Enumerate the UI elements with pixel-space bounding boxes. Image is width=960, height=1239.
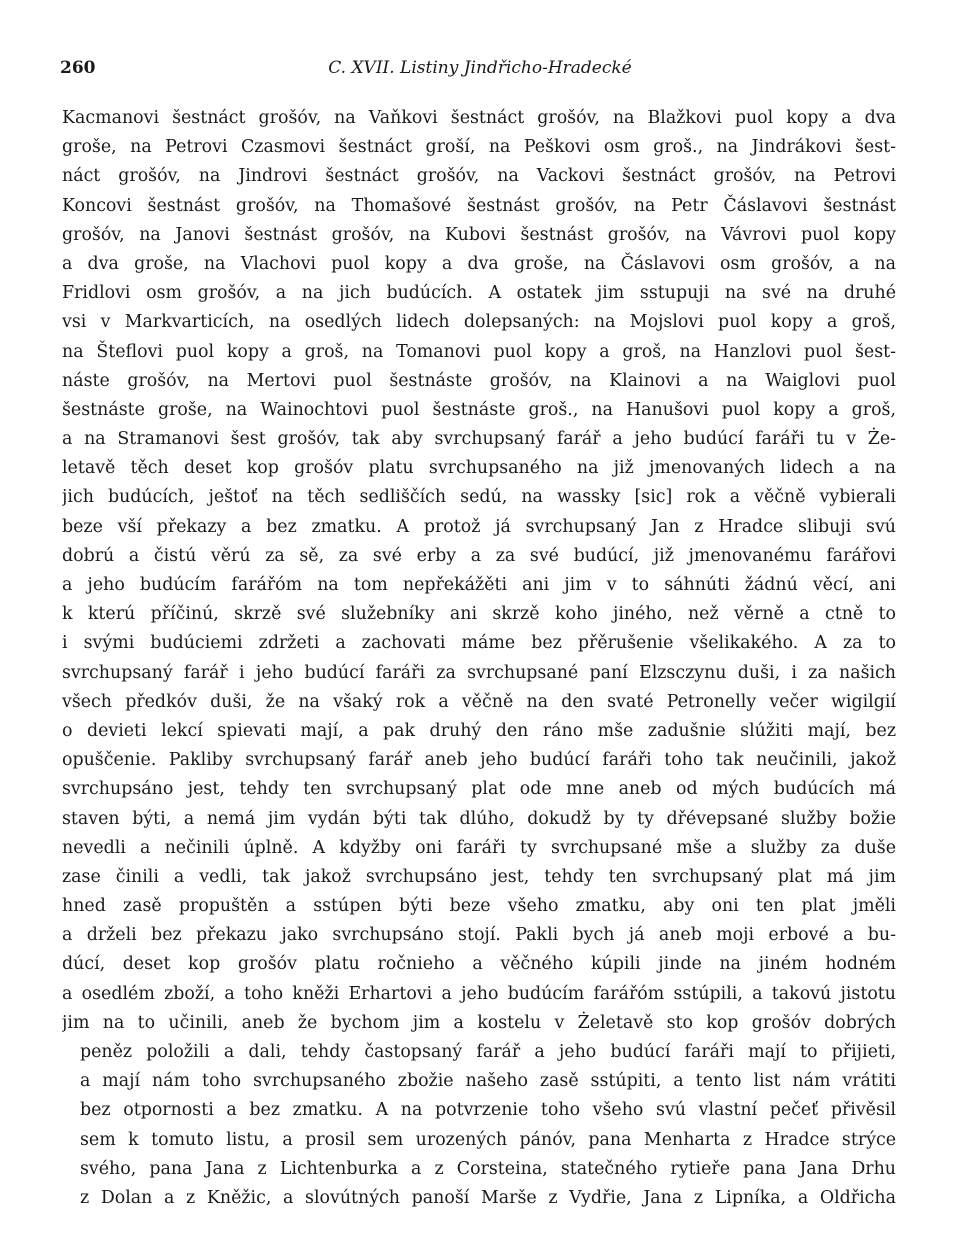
text-line: vsi v Markvarticích, na osedlých lidech dolepsaných: na Mojslovi puol kopy a groš, <box>62 312 896 333</box>
text-line: šestnáste groše, na Wainochtovi puol šestnáste groš., na Hanušovi puol kopy a groš, <box>62 399 896 420</box>
text-line: a osedlém zboží, a toho kněži Erhartovi a jeho budúcím farářóm sstúpili, a takovú jistotu <box>62 983 896 1004</box>
page-header <box>60 58 900 88</box>
body-text <box>62 104 896 1213</box>
text-line: letavě těch deset kop grošóv platu svrchupsaného na již jmenovaných lidech a na <box>62 458 896 479</box>
text-line: Kacmanovi šestnáct grošóv, na Vaňkovi šestnáct grošóv, na Blažkovi puol kopy a dva <box>62 108 896 128</box>
text-line: náct grošóv, na Jindrovi šestnáct grošóv, na Vackovi šestnáct grošóv, na Petrovi <box>62 166 896 187</box>
text-line: a mají nám toho svrchupsaného zbožie našeho zasě sstúpiti, a tento list nám vrátiti <box>80 1071 896 1092</box>
text-line: o devieti lekcí spievati mají, a pak druhý den ráno mše zadušnie slúžiti mají, bez <box>62 720 896 741</box>
text-line: dobrú a čistú věrú za sě, za své erby a za své budúcí, již jmenovanému farářovi <box>62 545 896 566</box>
text-line: svrchupsáno jest, tehdy ten svrchupsaný plat ode mne aneb od mých budúcích má <box>62 779 896 800</box>
text-line: k kterú příčinú, skrzě své služebníky ani skrzě koho jiného, než věrně a ctně to <box>62 604 896 625</box>
text-line: sem k tomuto listu, a prosil sem urozených pánóv, pana Menharta z Hradce strýce <box>80 1129 896 1150</box>
text-line: grošóv, na Janovi šestnást grošóv, na Kubovi šestnást grošóv, na Vávrovi puol kopy <box>62 224 896 245</box>
text-line: groše, na Petrovi Czasmovi šestnáct groší, na Peškovi osm groš., na Jindrákovi šest- <box>62 137 896 158</box>
text-line: bez otpornosti a bez zmatku. A na potvrzenie toho všeho svú vlastní pečeť přivěsil <box>80 1100 896 1121</box>
text-line: opuščenie. Pakliby svrchupsaný farář aneb jeho budúcí faráři toho tak neučinili, jakož <box>62 750 896 771</box>
text-line: svého, pana Jana z Lichtenburka a z Corsteina, statečného rytieře pana Jana Drhu <box>80 1158 896 1179</box>
text-line: náste grošóv, na Mertovi puol šestnáste grošóv, na Klainovi a na Waiglovi puol <box>62 370 896 391</box>
text-line: jich budúcích, ještoť na těch sedliščích sedú, na wassky [sic] rok a věčně vybierali <box>62 487 896 508</box>
text-line: i svými budúciemi zdržeti a zachovati máme bez přěrušenie všelikakého. A za to <box>62 633 896 654</box>
text-line: Fridlovi osm grošóv, a na jich budúcích. A ostatek jim sstupuji na své na druhé <box>62 283 896 304</box>
text-line: zase činili a vedli, tak jakož svrchupsáno jest, tehdy ten svrchupsaný plat má jim <box>62 866 896 887</box>
text-line: všech předkóv duši, že na všaký rok a věčně na den svaté Petronelly večer wigilgií <box>62 691 896 712</box>
text-line: beze vší překazy a bez zmatku. A protož já svrchupsaný Jan z Hradce slibuji svú <box>62 516 896 537</box>
text-line: Koncovi šestnást grošóv, na Thomašové šestnást grošóv, na Petr Čáslavovi šestnást <box>62 195 896 216</box>
text-line: jim na to učinili, aneb že bychom jim a kostelu v Żeletavě sto kop grošóv dobrých <box>62 1012 896 1033</box>
text-line: peněz položili a dali, tehdy častopsaný farář a jeho budúcí faráři mají to přijieti, <box>80 1042 896 1062</box>
text-line: a dva groše, na Vlachovi puol kopy a dva groše, na Čáslavovi osm grošóv, a na <box>62 253 896 274</box>
text-line: na Šteflovi puol kopy a groš, na Tomanovi puol kopy a groš, na Hanzlovi puol šest- <box>62 341 896 362</box>
running-title: C. XVII. Listiny Jindřicho-Hradecké <box>328 58 632 78</box>
text-line: staven býti, a nemá jim vydán býti tak dlúho, dokudž by ty dřévepsané služby božie <box>62 808 896 829</box>
text-line: z Dolan a z Kněžic, a slovútných panoší Marše z Vydřie, Jana z Lipníka, a Oldřicha <box>80 1187 896 1208</box>
text-line: a drželi bez překazu jako svrchupsáno stojí. Pakli bych já aneb moji erbové a bu- <box>62 925 896 946</box>
text-line: dúcí, deset kop grošóv platu ročnieho a věčného kúpili jinde na jiném hodném <box>62 954 896 975</box>
text-line: nevedli a nečinili úplně. A kdyžby oni faráři ty svrchupsané mše a služby za duše <box>62 837 896 858</box>
text-line: svrchupsaný farář i jeho budúcí faráři za svrchupsané paní Elzsczynu duši, i za našich <box>62 662 896 683</box>
text-line: a na Stramanovi šest grošóv, tak aby svrchupsaný farář a jeho budúcí faráři tu v Że- <box>62 429 896 450</box>
text-line: hned zasě propuštěn a sstúpen býti beze všeho zmatku, aby oni ten plat jměli <box>62 896 896 917</box>
text-line: a jeho budúcím farářóm na tom nepřekážěti ani jim v to sáhnúti žádnú věcí, ani <box>62 575 896 595</box>
page-number: 260 <box>60 58 96 78</box>
